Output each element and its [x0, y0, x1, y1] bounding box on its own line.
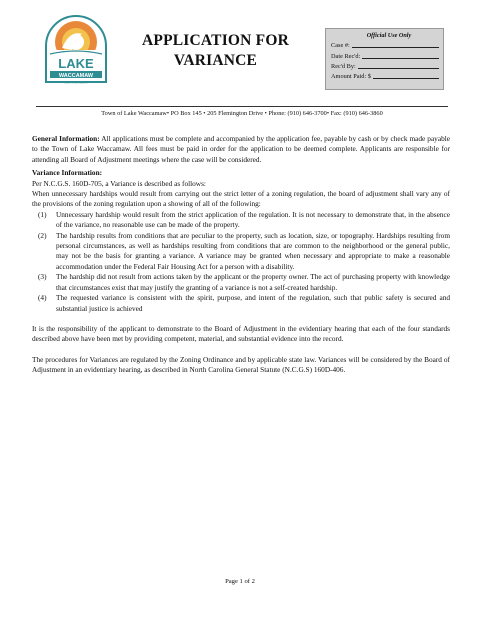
- criterion-number: (2): [38, 230, 47, 240]
- svg-text:NORTH CAROLINA: NORTH CAROLINA: [64, 81, 88, 85]
- svg-text:WACCAMAW: WACCAMAW: [58, 72, 94, 79]
- procedures-paragraph: The procedures for Variances are regulated by the Zoning Ordinance and by applicable state law. Variances will be considered by the Board of Adjustment in an evidentiary hearing, as described in North Carolina General Statute (N.C.G.S) 160D-406.: [32, 354, 450, 375]
- amount-paid-label: Amount Paid: $: [331, 73, 371, 81]
- date-received-field[interactable]: [331, 49, 439, 59]
- list-item: [32, 293, 450, 314]
- page-number: Page 1 of 2: [225, 578, 255, 585]
- official-use-heading: Official Use Only: [366, 32, 412, 39]
- general-information-paragraph: [32, 134, 450, 165]
- received-by-label: Rec'd By:: [331, 62, 356, 70]
- date-received-label: Date Rec'd:: [331, 52, 361, 60]
- title-line-2: VARIANCE: [173, 52, 258, 69]
- case-number-line: [352, 47, 439, 48]
- svg-text:LAKE: LAKE: [58, 56, 94, 71]
- amount-paid-line: [373, 78, 439, 79]
- variance-description: When unnecessary hardships would result from carrying out the strict letter of a zoning regulation, the board of adjustment shall vary any of the provisions of the zoning regulation upon a showing of all of the following:: [32, 189, 450, 209]
- date-received-line: [362, 58, 439, 59]
- criterion-text: The hardship did not result from actions taken by the applicant or the property owner. The act of purchasing property with knowledge that circumstances exist that may justify the granting of a variance is not a self-created hardship.: [56, 272, 450, 292]
- criterion-text: The requested variance is consistent with the spirit, purpose, and intent of the regulation, such that public safety is secured and substantial justice is achieved: [56, 293, 450, 313]
- received-by-line: [358, 68, 439, 69]
- official-use-box: [325, 28, 444, 90]
- responsibility-paragraph: It is the responsibility of the applicant to demonstrate to the Board of Adjustment in the evidentiary hearing that each of the four standards described above have been met by providing competent, material, and substantial evidence into the record.: [32, 323, 450, 344]
- case-number-label: Case #:: [331, 42, 350, 50]
- received-by-field[interactable]: [331, 60, 439, 70]
- title-line-1: APPLICATION FOR: [142, 32, 289, 49]
- criterion-number: (1): [38, 209, 47, 219]
- document-body: [32, 134, 450, 376]
- list-item: [32, 231, 450, 273]
- general-information-text: All applications must be complete and accompanied by the application fee, payable by cash or by check made payable to the Town of Lake Waccamaw. All fees must be paid in order for the application to be deemed complete. Applicants are responsible for attending all Board of Adjustment meetings where the case will be considered.: [32, 134, 450, 164]
- lake-waccamaw-logo-icon: [42, 12, 110, 86]
- criterion-text: The hardship results from conditions that are peculiar to the property, such as location, size, or topography. Hardships resulting from personal circumstances, as well as hardships resulting from conditions that are common to the neighborhood or the general public, may not be the basis for granting a variance. A variance may be granted when necessary and appropriate to make a reasonable accommodation under the Federal Fair Housing Act for a person with a disability.: [56, 230, 450, 271]
- variance-criteria-list: [32, 210, 450, 314]
- list-item: [32, 210, 450, 231]
- page-title: [128, 31, 303, 71]
- amount-paid-field[interactable]: [331, 70, 439, 80]
- town-logo: [42, 12, 110, 86]
- criterion-number: (4): [38, 293, 47, 303]
- variance-intro: Per N.C.G.S. 160D-705, a Variance is described as follows:: [32, 178, 206, 188]
- general-information-label: General Information:: [32, 134, 100, 143]
- case-number-field[interactable]: [331, 39, 439, 49]
- contact-info: Town of Lake Waccamaw• PO Box 145 • 205 Flemington Drive • Phone: (910) 646-3700• Fax: (910) 646-3860: [101, 110, 383, 117]
- criterion-number: (3): [38, 272, 47, 282]
- list-item: [32, 272, 450, 293]
- criterion-text: Unnecessary hardship would result from the strict application of the regulation. It is not necessary to demonstrate that, in the absence of the variance, no reasonable use can be made of the property.: [56, 209, 450, 230]
- variance-information-heading: Variance Information:: [32, 168, 103, 178]
- header-divider: [36, 106, 448, 107]
